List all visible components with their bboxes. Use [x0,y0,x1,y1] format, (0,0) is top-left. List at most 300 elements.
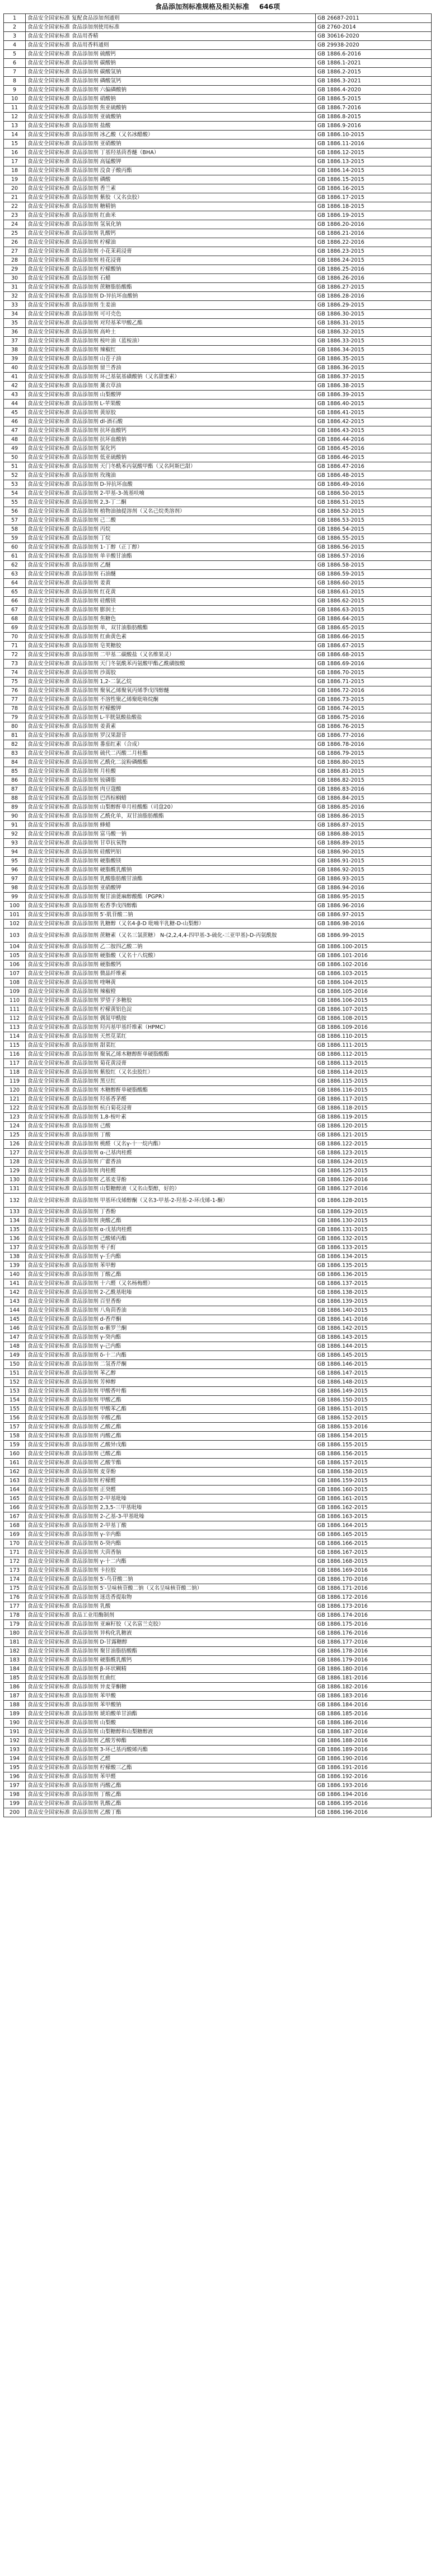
standard-name: 食品安全国家标准 食品添加剂 高锰酸钾 [26,157,316,166]
table-row [4,686,432,695]
row-number: 68 [4,615,26,624]
row-number: 138 [4,1252,26,1261]
standard-code: GB 1886.46-2015 [316,453,432,462]
row-number: 63 [4,570,26,579]
table-row [4,1772,432,1781]
standard-code: GB 1886.59-2015 [316,570,432,579]
table-row [4,1584,432,1593]
standard-code: GB 1886.101-2016 [316,952,432,960]
table-row [4,328,432,337]
row-number: 106 [4,960,26,969]
table-row [4,1324,432,1333]
table-row [4,821,432,830]
standard-code: GB 1886.37-2015 [316,373,432,382]
standard-code: GB 1886.165-2015 [316,1530,432,1539]
row-number: 99 [4,893,26,902]
table-row [4,337,432,346]
standard-name: 食品安全国家标准 食品添加剂 红曲红 [26,1674,316,1683]
standard-name: 食品安全国家标准 食品添加剂 硅酸钙铝 [26,848,316,857]
row-number: 31 [4,283,26,292]
row-number: 96 [4,866,26,875]
standard-name: 食品安全国家标准 食品添加剂 姜黄素 [26,722,316,731]
table-row [4,220,432,229]
standard-code: GB 1886.76-2015 [316,722,432,731]
table-row [4,615,432,624]
standard-code: GB 1886.126-2016 [316,1176,432,1185]
standard-name: 食品安全国家标准 食品添加剂 山梨糖醇液（又名山梨醇，好的） [26,1185,316,1194]
table-row [4,1521,432,1530]
standard-code: GB 1886.1-2021 [316,59,432,68]
standard-code: GB 1886.142-2015 [316,1324,432,1333]
standard-name: 食品安全国家标准 食品添加剂 百里香酚 [26,1297,316,1306]
standard-name: 食品安全国家标准 食品添加剂 硫代二丙酸二月桂酯 [26,749,316,758]
standard-name: 食品安全国家标准 食品添加剂 D-异抗坏血酸钠 [26,292,316,301]
standard-name: 食品安全国家标准 食品添加剂 辣椒红 [26,346,316,355]
standard-name: 食品安全国家标准 食品添加剂 硬脂酰乳酸钙 [26,1656,316,1665]
standard-code: GB 1886.149-2015 [316,1387,432,1396]
table-row [4,978,432,987]
standard-name: 食品安全国家标准 食品添加剂 蔗糖脂肪酸酯 [26,283,316,292]
standard-code: GB 1886.103-2015 [316,969,432,978]
standard-name: 食品安全国家标准 食品添加剂 单辛酸甘油酯 [26,552,316,561]
standard-code: GB 1886.176-2016 [316,1629,432,1638]
standard-name: 食品安全国家标准 食品添加剂 单，双甘油脂肪酸酯 [26,624,316,633]
standards-table-body [4,14,432,1817]
standard-code: GB 1886.105-2016 [316,987,432,996]
standard-name: 食品安全国家标准 食品添加剂 dl-酒石酸 [26,417,316,426]
table-row [4,1208,432,1217]
standard-code: GB 1886.119-2015 [316,1113,432,1122]
row-number: 83 [4,749,26,758]
table-row [4,355,432,364]
table-row [4,1799,432,1808]
standard-name: 食品安全国家标准 食品添加剂 山梨醇酐单月桂酸酯（司盘20） [26,803,316,812]
standard-name: 食品安全国家标准 食品添加剂 2-甲基-3-巯基呋喃 [26,489,316,498]
standard-code: GB 1886.183-2016 [316,1692,432,1701]
table-row [4,713,432,722]
row-number: 139 [4,1261,26,1270]
standard-name: 食品安全国家标准 食品添加剂 高岭土 [26,328,316,337]
standard-code: GB 1886.162-2015 [316,1503,432,1512]
standard-name: 食品安全国家标准 食品添加剂 生姜油 [26,301,316,310]
row-number: 5 [4,50,26,59]
standard-name: 食品安全国家标准 食品添加剂 3-环己基丙酸烯丙酯 [26,1746,316,1755]
table-row [4,409,432,417]
row-number: 4 [4,41,26,50]
standard-code: GB 1886.62-2015 [316,597,432,606]
table-row [4,1539,432,1548]
table-row [4,1369,432,1378]
standard-name: 食品安全国家标准 食品添加剂 对羟基苯甲酸乙酯 [26,319,316,328]
table-row [4,346,432,355]
row-number: 56 [4,507,26,516]
standard-code: GB 1886.77-2016 [316,731,432,740]
row-number: 132 [4,1194,26,1208]
standard-code: GB 1886.157-2015 [316,1459,432,1468]
standard-name: 食品安全国家标准 食品添加剂 磷酸 [26,175,316,184]
standard-name: 食品安全国家标准 食品添加剂 乳酸 [26,1602,316,1611]
row-number: 122 [4,1104,26,1113]
row-number: 160 [4,1450,26,1459]
standard-code: GB 1886.184-2016 [316,1701,432,1710]
row-number: 42 [4,382,26,391]
standard-name: 食品安全国家标准 食品添加剂 γ-辛内酯 [26,1530,316,1539]
table-row [4,1005,432,1014]
standard-name: 食品安全国家标准 食品添加剂 低亚硫酸钠 [26,453,316,462]
standard-code: GB 1886.111-2015 [316,1041,432,1050]
standard-name: 食品安全国家标准 食品添加剂 1-丁醇（正丁醇） [26,543,316,552]
row-number: 72 [4,651,26,660]
row-number: 154 [4,1396,26,1405]
standard-code: GB 1886.193-2016 [316,1781,432,1790]
table-row [4,1512,432,1521]
row-number: 87 [4,785,26,794]
row-number: 73 [4,660,26,669]
row-number: 165 [4,1494,26,1503]
table-row [4,776,432,785]
standard-code: GB 1886.159-2015 [316,1477,432,1486]
table-row [4,1243,432,1252]
standard-code: GB 1886.43-2015 [316,426,432,435]
standard-code: GB 1886.51-2015 [316,498,432,507]
table-row [4,1441,432,1450]
row-number: 93 [4,839,26,848]
table-row [4,561,432,570]
table-row [4,498,432,507]
standard-code: GB 1886.95-2015 [316,893,432,902]
table-row [4,364,432,373]
standard-name: 食品安全国家标准 食品添加剂 喹啉黄 [26,978,316,987]
table-row [4,1226,432,1234]
table-row [4,1432,432,1441]
row-number: 185 [4,1674,26,1683]
standard-name: 食品安全国家标准 食品添加剂 丙酸乙酯 [26,1432,316,1441]
standard-name: 食品安全国家标准 食品添加剂 丁酸乙酯 [26,1270,316,1279]
standard-name: 食品安全国家标准 食品用香料通则 [26,41,316,50]
standard-code: GB 1886.45-2016 [316,444,432,453]
table-row [4,1710,432,1719]
standard-name: 食品安全国家标准 食品添加剂 δ-癸内酯 [26,1539,316,1548]
table-row [4,14,432,23]
row-number: 192 [4,1737,26,1746]
table-row [4,283,432,292]
standard-name: 食品安全国家标准 食品添加剂 羟基香茅醛 [26,1095,316,1104]
table-row [4,1405,432,1414]
standard-code: GB 2760-2014 [316,23,432,32]
row-number: 44 [4,400,26,409]
standard-name: 食品安全国家标准 食品添加剂 聚甘油脂肪酸酯 [26,1647,316,1656]
standard-name: 食品安全国家标准 食品添加剂 硬脂酰乳酸钠 [26,866,316,875]
standard-code: GB 1886.27-2015 [316,283,432,292]
table-row [4,893,432,902]
row-number: 116 [4,1050,26,1059]
table-row [4,175,432,184]
standard-name: 食品安全国家标准 食品添加剂 十六醛（又名杨梅醛） [26,1279,316,1288]
standard-code: GB 1886.196-2016 [316,1808,432,1817]
standard-name: 食品安全国家标准 食品添加剂 乙酰化二淀粉磷酸酯 [26,758,316,767]
standard-name: 食品安全国家标准 食品添加剂 甲酸乙酯 [26,1396,316,1405]
table-row [4,1450,432,1459]
standard-code: GB 1886.8-2015 [316,113,432,122]
row-number: 131 [4,1185,26,1194]
standard-name: 食品安全国家标准 食品添加剂 甲基环戊烯醇酮（又名3-甲基-2-羟基-2-环戊烯-1-酮） [26,1194,316,1208]
row-number: 23 [4,211,26,220]
standard-code: GB 1886.178-2016 [316,1647,432,1656]
table-row [4,310,432,319]
row-number: 6 [4,59,26,68]
table-row [4,131,432,140]
standard-code: GB 1886.128-2015 [316,1194,432,1208]
standard-code: GB 1886.91-2015 [316,857,432,866]
standard-code: GB 1886.156-2015 [316,1450,432,1459]
row-number: 148 [4,1342,26,1351]
standard-name: 食品安全国家标准 食品添加剂 紫胶红（又名虫胶红） [26,1068,316,1077]
table-row [4,1414,432,1423]
standard-name: 食品安全国家标准 食品添加剂 八角茴香油 [26,1306,316,1315]
standard-code: GB 1886.26-2016 [316,274,432,283]
row-number: 81 [4,731,26,740]
row-number: 159 [4,1441,26,1450]
row-number: 76 [4,686,26,695]
row-number: 171 [4,1548,26,1557]
row-number: 142 [4,1288,26,1297]
standard-code: GB 1886.187-2016 [316,1728,432,1737]
table-row [4,624,432,633]
standard-code: GB 1886.87-2015 [316,821,432,830]
standard-code: GB 1886.110-2015 [316,1032,432,1041]
row-number: 179 [4,1620,26,1629]
table-row [4,1288,432,1297]
table-row [4,122,432,131]
row-number: 168 [4,1521,26,1530]
table-row [4,1122,432,1131]
standard-name: 食品安全国家标准 食品添加剂 正癸醛 [26,1486,316,1494]
standard-name: 食品安全国家标准 食品添加剂 盐酸 [26,122,316,131]
row-number: 14 [4,131,26,140]
standard-code: GB 1886.22-2016 [316,238,432,247]
standard-name: 食品安全国家标准 食品添加剂 甜菜红 [26,1041,316,1050]
table-row [4,996,432,1005]
row-number: 29 [4,265,26,274]
standard-code: GB 1886.60-2015 [316,579,432,588]
table-row [4,1261,432,1270]
row-number: 147 [4,1333,26,1342]
row-number: 70 [4,633,26,642]
standard-code: GB 1886.141-2016 [316,1315,432,1324]
table-row [4,1503,432,1512]
standard-code: GB 1886.121-2015 [316,1131,432,1140]
table-row [4,1194,432,1208]
table-row [4,444,432,453]
document-title [0,0,435,13]
standard-code: GB 1886.104-2015 [316,978,432,987]
standard-name: 食品安全国家标准 食品添加剂 杭白菊花浸膏 [26,1104,316,1113]
row-number: 9 [4,86,26,95]
row-number: 64 [4,579,26,588]
standard-code: GB 1886.133-2015 [316,1243,432,1252]
standard-code: GB 1886.195-2016 [316,1799,432,1808]
row-number: 38 [4,346,26,355]
row-number: 137 [4,1243,26,1252]
standard-code: GB 1886.69-2016 [316,660,432,669]
row-number: 49 [4,444,26,453]
standard-name: 食品安全国家标准 食品添加剂 己酸烯丙酯 [26,1234,316,1243]
table-row [4,929,432,943]
table-row [4,391,432,400]
row-number: 191 [4,1728,26,1737]
table-row [4,1252,432,1261]
standard-code: GB 1886.125-2015 [316,1167,432,1176]
standard-code: GB 1886.50-2015 [316,489,432,498]
title-text: 食品添加剂标准规格及相关标准 [155,3,249,11]
standard-code: GB 1886.30-2015 [316,310,432,319]
standard-code: GB 1886.56-2015 [316,543,432,552]
standard-name: 食品安全国家标准 食品添加剂 乳酸乙酯 [26,1799,316,1808]
table-row [4,1217,432,1226]
table-row [4,1095,432,1104]
row-number: 35 [4,319,26,328]
table-row [4,1086,432,1095]
row-number: 45 [4,409,26,417]
standard-name: 食品安全国家标准 食品添加剂 β-环状糊精 [26,1665,316,1674]
standard-code: GB 1886.185-2016 [316,1710,432,1719]
table-row [4,1077,432,1086]
standard-code: GB 1886.96-2016 [316,902,432,911]
standard-name: 食品安全国家标准 食品添加剂 柠檬油 [26,238,316,247]
table-row [4,839,432,848]
standard-code: GB 1886.118-2015 [316,1104,432,1113]
row-number: 115 [4,1041,26,1050]
standard-name: 食品安全国家标准 食品添加剂 丁酸乙酯 [26,1790,316,1799]
row-number: 198 [4,1790,26,1799]
row-number: 135 [4,1226,26,1234]
standard-name: 食品安全国家标准 食品添加剂 红曲黄色素 [26,633,316,642]
row-number: 53 [4,480,26,489]
table-row [4,1360,432,1369]
standard-name: 食品安全国家标准 食品添加剂 γ-己内酯 [26,1342,316,1351]
standard-code: GB 1886.52-2015 [316,507,432,516]
standard-code: GB 1886.53-2015 [316,516,432,525]
row-number: 71 [4,642,26,651]
row-number: 174 [4,1575,26,1584]
row-number: 140 [4,1270,26,1279]
standard-code: GB 1886.112-2015 [316,1050,432,1059]
standard-name: 食品安全国家标准 食品添加剂 石油醚 [26,570,316,579]
standard-code: GB 1886.151-2015 [316,1405,432,1414]
table-row [4,960,432,969]
table-row [4,987,432,996]
standard-code: GB 1886.86-2015 [316,812,432,821]
standard-name: 食品安全国家标准 食品添加剂 薰衣草油 [26,382,316,391]
table-row [4,1023,432,1032]
table-row [4,1270,432,1279]
standard-code: GB 1886.181-2016 [316,1674,432,1683]
row-number: 90 [4,812,26,821]
row-number: 61 [4,552,26,561]
row-number: 7 [4,68,26,77]
standard-code: GB 1886.90-2015 [316,848,432,857]
standard-code: GB 1886.41-2015 [316,409,432,417]
standard-code: GB 1886.115-2015 [316,1077,432,1086]
standard-name: 食品安全国家标准 食品添加剂 乙酸异戊酯 [26,1441,316,1450]
standard-code: GB 1886.189-2016 [316,1746,432,1755]
row-number: 169 [4,1530,26,1539]
standard-name: 食品安全国家标准 食品添加剂 乙醚 [26,561,316,570]
row-number: 141 [4,1279,26,1288]
row-number: 11 [4,104,26,113]
standard-name: 食品安全国家标准 食品添加剂 硬脂酸钙 [26,960,316,969]
standard-code: GB 1886.122-2015 [316,1140,432,1149]
row-number: 146 [4,1324,26,1333]
row-number: 166 [4,1503,26,1512]
row-number: 187 [4,1692,26,1701]
table-row [4,41,432,50]
row-number: 152 [4,1378,26,1387]
table-row [4,301,432,310]
row-number: 150 [4,1360,26,1369]
standard-name: 食品安全国家标准 食品添加剂 己酸乙酯 [26,1450,316,1459]
standard-name: 食品安全国家标准 食品添加剂 迷迭香提取物 [26,1593,316,1602]
row-number: 98 [4,884,26,893]
standard-name: 食品安全国家标准 食品添加剂 月桂酸 [26,767,316,776]
standard-name: 食品安全国家标准 食品添加剂 黄原胶 [26,409,316,417]
standard-code: GB 1886.47-2016 [316,462,432,471]
row-number: 157 [4,1423,26,1432]
row-number: 133 [4,1208,26,1217]
table-row [4,1050,432,1059]
standard-name: 食品安全国家标准 食品工业用酶制剂 [26,1611,316,1620]
table-row [4,1059,432,1068]
standard-code: GB 1886.16-2015 [316,184,432,193]
standard-name: 食品安全国家标准 食品添加剂 碳酸钠 [26,59,316,68]
standard-name: 食品安全国家标准 食品添加剂 2,3-丁二酮 [26,498,316,507]
standard-code: GB 1886.13-2015 [316,157,432,166]
standard-code: GB 1886.33-2015 [316,337,432,346]
standard-name: 食品安全国家标准 食品添加剂 苯甲醇 [26,1261,316,1270]
standard-name: 食品安全国家标准 食品添加剂 天然苋菜红 [26,1032,316,1041]
total-count: 646项 [259,3,280,11]
standard-code: GB 1886.117-2015 [316,1095,432,1104]
standard-name: 食品安全国家标准 食品添加剂 2-甲基丁酸 [26,1521,316,1530]
table-row [4,1763,432,1772]
standard-name: 食品安全国家标准 食品添加剂 微晶纤维素 [26,969,316,978]
standard-name: 食品安全国家标准 食品添加剂 2,3,5-三甲基吡嗪 [26,1503,316,1512]
row-number: 30 [4,274,26,283]
standard-name: 食品安全国家标准 食品添加剂 天门冬酰苯丙氨酸甲酯（又名阿斯巴甜） [26,462,316,471]
table-row [4,552,432,561]
row-number: 33 [4,301,26,310]
row-number: 59 [4,534,26,543]
standard-name: 食品安全国家标准 食品添加剂 D-甘露糖醇 [26,1638,316,1647]
table-row [4,1104,432,1113]
row-number: 130 [4,1176,26,1185]
standard-name: 食品安全国家标准 食品添加剂 L-苹果酸 [26,400,316,409]
standard-code: GB 1886.124-2015 [316,1158,432,1167]
row-number: 127 [4,1149,26,1158]
row-number: 75 [4,677,26,686]
standard-name: 食品安全国家标准 食品添加剂 二氢香芹酮 [26,1360,316,1369]
standard-code: GB 1886.39-2015 [316,391,432,400]
standard-name: 食品安全国家标准 食品添加剂 桃醛（又名γ-十一烷内酯） [26,1140,316,1149]
standard-code: GB 26687-2011 [316,14,432,23]
standard-name: 食品安全国家标准 食品添加剂 亚硝酸钠 [26,140,316,148]
standard-name: 食品安全国家标准 食品添加剂 糖精钠 [26,202,316,211]
table-row [4,597,432,606]
row-number: 195 [4,1763,26,1772]
standard-code: GB 1886.108-2015 [316,1014,432,1023]
table-row [4,1611,432,1620]
row-number: 28 [4,256,26,265]
